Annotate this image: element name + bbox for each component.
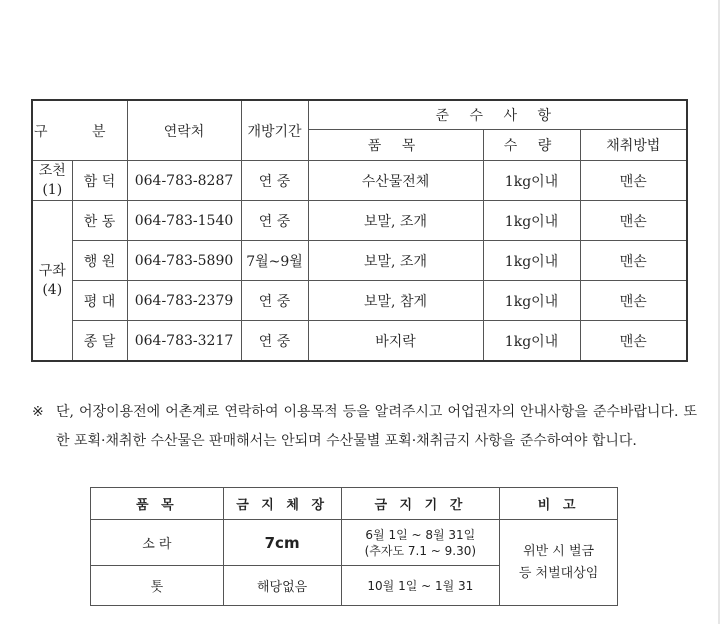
ban-item-cell: 소 라	[91, 520, 224, 566]
quantity-cell: 1kg이내	[483, 161, 580, 201]
quantity-cell: 1kg이내	[483, 321, 580, 362]
reference-mark: ※	[32, 404, 44, 420]
method-cell: 맨손	[580, 281, 687, 321]
quantity-cell: 1kg이내	[483, 201, 580, 241]
group-cell-jocheon: 조천 (1)	[32, 161, 72, 201]
phone-cell: 064-783-3217	[127, 321, 241, 362]
period-cell: 연 중	[241, 201, 308, 241]
phone-cell: 064-783-2379	[127, 281, 241, 321]
method-cell: 맨손	[580, 201, 687, 241]
quantity-cell: 1kg이내	[483, 281, 580, 321]
group-cell-gujwa: 구좌 (4)	[32, 201, 72, 362]
notice-text: 단, 어장이용전에 어촌계로 연락하여 이용목적 등을 알려주시고 어업권자의 안내사항을 준수바랍니다. 또한 포획·채취한 수산물은 판매해서는 안되며 수산물별 포획·채취금지 사항을 준수하여야 합니다.	[56, 404, 697, 449]
scan-edge	[718, 0, 720, 624]
item-cell: 바지락	[308, 321, 483, 362]
period-cell: 연 중	[241, 161, 308, 201]
method-cell: 맨손	[580, 321, 687, 362]
header-method: 채취방법	[580, 130, 687, 161]
table-row	[32, 281, 687, 321]
phone-cell: 064-783-8287	[127, 161, 241, 201]
header-contact: 연락처	[127, 100, 241, 161]
ban-size-cell: 해당없음	[223, 566, 341, 606]
ban-size-cell: 7cm	[223, 520, 341, 566]
header-period: 개방기간	[241, 100, 308, 161]
item-cell: 보말, 조개	[308, 201, 483, 241]
table-row	[32, 321, 687, 362]
item-cell: 수산물전체	[308, 161, 483, 201]
item-cell: 보말, 조개	[308, 241, 483, 281]
ban-row	[91, 520, 618, 566]
header-quantity: 수 량	[483, 130, 580, 161]
beach-access-table	[31, 99, 688, 362]
item-cell: 보말, 참게	[308, 281, 483, 321]
village-cell: 한 동	[72, 201, 127, 241]
village-cell: 평 대	[72, 281, 127, 321]
method-cell: 맨손	[580, 241, 687, 281]
village-cell: 종 달	[72, 321, 127, 362]
ban-remark-cell: 위반 시 벌금 등 처벌대상임	[500, 520, 618, 606]
period-cell: 연 중	[241, 281, 308, 321]
phone-cell: 064-783-1540	[127, 201, 241, 241]
period-cell: 7월~9월	[241, 241, 308, 281]
ban-period-cell: 6월 1일 ~ 8월 31일 (추자도 7.1 ~ 9.30)	[341, 520, 500, 566]
ban-header-item: 품 목	[91, 488, 224, 520]
phone-cell: 064-783-5890	[127, 241, 241, 281]
village-cell: 행 원	[72, 241, 127, 281]
quantity-cell: 1kg이내	[483, 241, 580, 281]
ban-item-cell: 톳	[91, 566, 224, 606]
notice-paragraph	[32, 398, 697, 456]
header-item: 품 목	[308, 130, 483, 161]
ban-header-period: 금 지 기 간	[341, 488, 500, 520]
method-cell: 맨손	[580, 161, 687, 201]
table-row	[32, 241, 687, 281]
ban-period-cell: 10월 1일 ~ 1월 31	[341, 566, 500, 606]
period-cell: 연 중	[241, 321, 308, 362]
village-cell: 함 덕	[72, 161, 127, 201]
header-compliance: 준 수 사 항	[308, 100, 687, 130]
ban-header-remark: 비 고	[500, 488, 618, 520]
ban-header-size: 금 지 체 장	[223, 488, 341, 520]
catch-ban-table	[90, 487, 618, 606]
table-row	[32, 201, 687, 241]
header-gubun: 구 분	[32, 100, 127, 161]
table-row	[32, 161, 687, 201]
